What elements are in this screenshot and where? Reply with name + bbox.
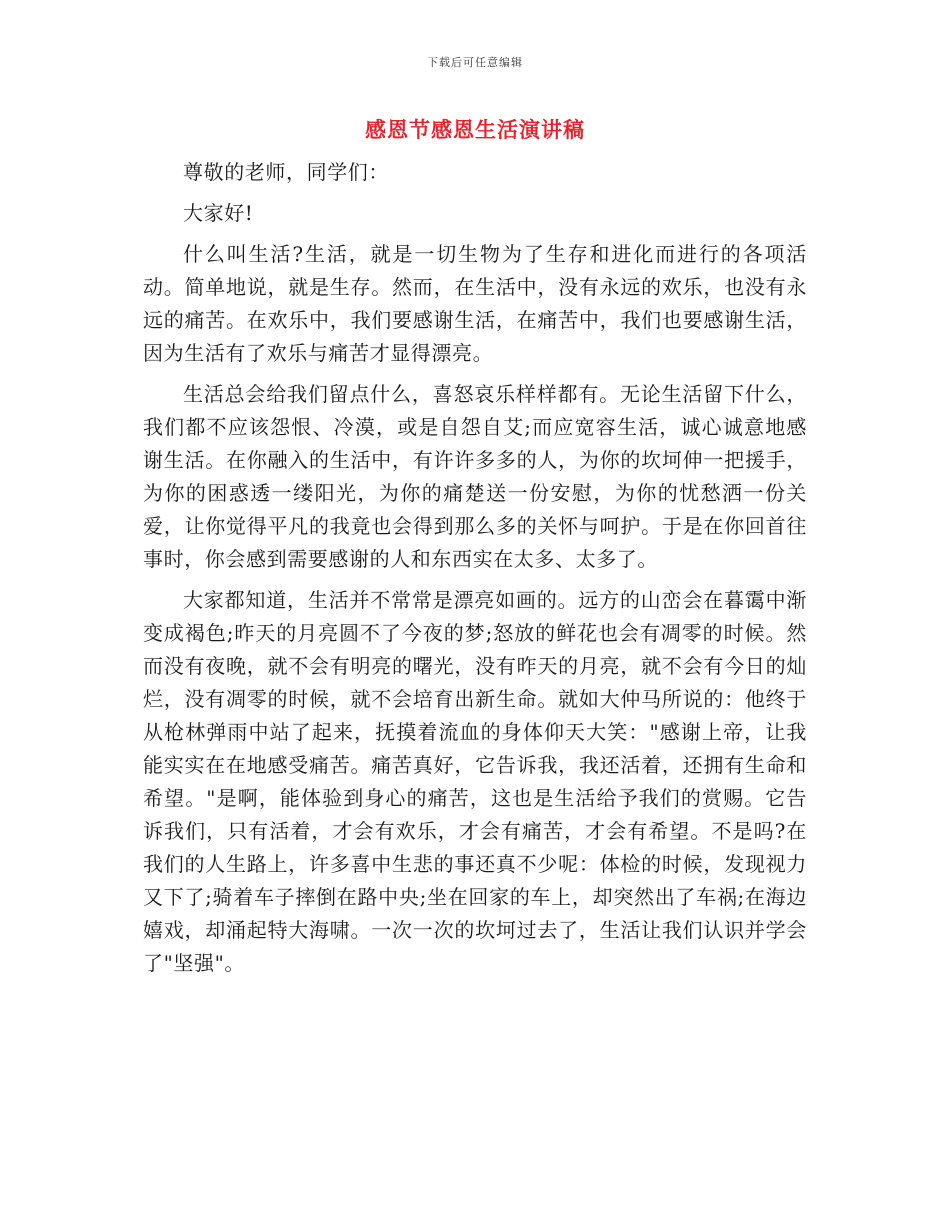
document-body [143, 156, 807, 988]
body-paragraph: 什么叫生活?生活，就是一切生物为了生存和进化而进行的各项活动。简单地说，就是生存。然而，在生活中，没有永远的欢乐，也没有永远的痛苦。在欢乐中，我们要感谢生活，在痛苦中，我们也要感谢生活，因为生活有了欢乐与痛苦才显得漂亮。 [143, 242, 807, 365]
body-paragraph: 大家都知道，生活并不常常是漂亮如画的。远方的山峦会在暮霭中渐变成褐色;昨天的月亮圆不了今夜的梦;怒放的鲜花也会有凋零的时候。然而没有夜晚，就不会有明亮的曙光，没有昨天的月亮，就不会有今日的灿烂，没有凋零的时候，就不会培育出新生命。就如大仲马所说的：他终于从枪林弹雨中站了起来，抚摸着流血的身体仰天大笑："感谢上帝，让我能实实在在地感受痛苦。痛苦真好，它告诉我，我还活着，还拥有生命和希望。"是啊，能体验到身心的痛苦，这也是生活给予我们的赏赐。它告诉我们，只有活着，才会有欢乐，才会有痛苦，才会有希望。不是吗?在我们的人生路上，许多喜中生悲的事还真不少呢：体检的时候，发现视力又下了;骑着车子摔倒在路中央;坐在回家的车上，却突然出了车祸;在海边嬉戏，却涌起特大海啸。一次一次的坎坷过去了，生活让我们认识并学会了"坚强"。 [143, 588, 807, 975]
body-paragraph: 生活总会给我们留点什么，喜怒哀乐样样都有。无论生活留下什么，我们都不应该怨恨、冷漠，或是自怨自艾;而应宽容生活，诚心诚意地感谢生活。在你融入的生活中，有许许多多的人，为你的坎坷伸一把援手，为你的困惑透一缕阳光，为你的痛楚送一份安慰，为你的忧愁洒一份关爱，让你觉得平凡的我竟也会得到那么多的关怀与呵护。于是在你回首往事时，你会感到需要感谢的人和东西实在太多、太多了。 [143, 382, 807, 571]
document-title: 感恩节感恩生活演讲稿 [365, 117, 585, 142]
header-note: 下载后可任意编辑 [427, 56, 523, 69]
greeting-paragraph: 大家好! [183, 201, 254, 225]
salutation-paragraph: 尊敬的老师，同学们： [183, 160, 389, 184]
